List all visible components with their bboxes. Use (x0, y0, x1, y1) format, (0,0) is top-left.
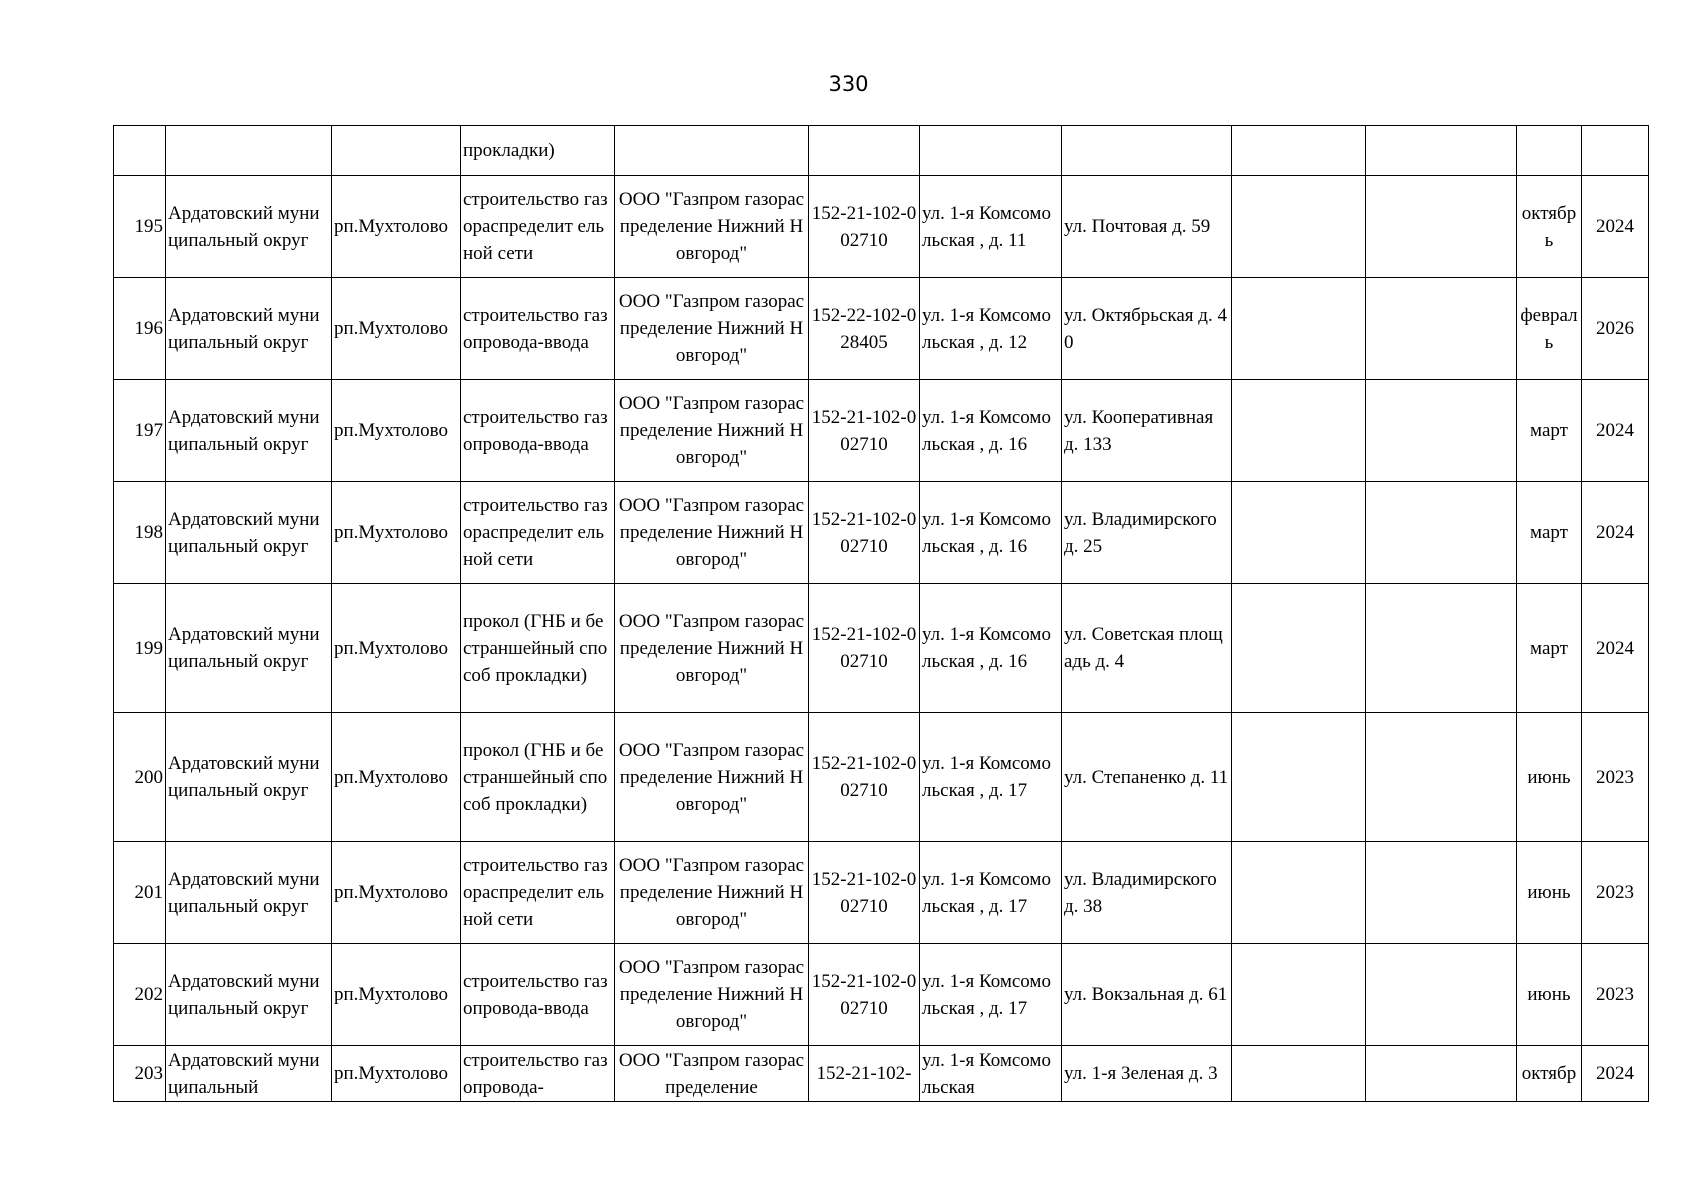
cell-empty-1 (1232, 482, 1366, 584)
page-number: 330 (828, 72, 869, 96)
cell-empty-2 (1366, 944, 1517, 1046)
cell-number: 202 (114, 944, 166, 1046)
cell-empty-1 (1232, 713, 1366, 842)
cell-code: 152-22-102-028405 (809, 278, 920, 380)
cell-district: Ардатовский муниципальный округ (166, 482, 332, 584)
cell-work-type: строительство газораспределит ельной сети (461, 176, 615, 278)
cell-organization: ООО "Газпром газораспределение Нижний Новгород" (615, 380, 809, 482)
cell-object-address: ул. 1-я Комсомольская , д. 11 (920, 176, 1062, 278)
cell-object-address: ул. 1-я Комсомольская , д. 16 (920, 482, 1062, 584)
cell-empty-1 (1232, 944, 1366, 1046)
cell-month: июнь (1517, 713, 1582, 842)
cell-month: март (1517, 380, 1582, 482)
cell-organization: ООО "Газпром газораспределение Нижний Новгород" (615, 176, 809, 278)
cell-year: 2024 (1582, 176, 1649, 278)
cell-code: 152-21-102- (809, 1046, 920, 1102)
cell-work-type: прокол (ГНБ и бестраншейный способ прокладки) (461, 713, 615, 842)
cell-district: Ардатовский муниципальный округ (166, 713, 332, 842)
cell-district: Ардатовский муниципальный округ (166, 584, 332, 713)
table-row-continued (114, 126, 1649, 176)
cell-empty-2 (1366, 713, 1517, 842)
cell-month: март (1517, 482, 1582, 584)
cell-settlement: рп.Мухтолово (332, 842, 461, 944)
cell-number: 203 (114, 1046, 166, 1102)
table-row (114, 176, 1649, 278)
cell-empty-1 (1232, 380, 1366, 482)
cell-empty-2 (1366, 380, 1517, 482)
cell-empty-1 (1232, 584, 1366, 713)
cell-year: 2023 (1582, 842, 1649, 944)
cell-empty-2 (1366, 1046, 1517, 1102)
cell-code: 152-21-102-002710 (809, 944, 920, 1046)
cell-organization: ООО "Газпром газораспределение Нижний Новгород" (615, 944, 809, 1046)
cell-organization: ООО "Газпром газораспределение Нижний Новгород" (615, 842, 809, 944)
cell-year: 2024 (1582, 584, 1649, 713)
cell-number: 199 (114, 584, 166, 713)
cell-empty-2 (1366, 176, 1517, 278)
cell-number: 197 (114, 380, 166, 482)
cell-month: феврал ь (1517, 278, 1582, 380)
cell-connection-address: ул. Кооперативная д. 133 (1062, 380, 1232, 482)
cell-month: июнь (1517, 944, 1582, 1046)
cell-district: Ардатовский муниципальный (166, 1046, 332, 1102)
table-row (114, 380, 1649, 482)
cell-year: 2024 (1582, 1046, 1649, 1102)
cell-district: Ардатовский муниципальный округ (166, 380, 332, 482)
cell-connection-address: ул. Владимирского д. 38 (1062, 842, 1232, 944)
cell-organization: ООО "Газпром газораспределение Нижний Новгород" (615, 278, 809, 380)
cell-code: 152-21-102-002710 (809, 713, 920, 842)
cell-empty-2 (1366, 278, 1517, 380)
table-row (114, 944, 1649, 1046)
table-row (114, 482, 1649, 584)
cell-connection-address: ул. Советская площадь д. 4 (1062, 584, 1232, 713)
cell-code: 152-21-102-002710 (809, 482, 920, 584)
cell-work-type: строительство газопровода-ввода (461, 278, 615, 380)
cell-code: 152-21-102-002710 (809, 176, 920, 278)
cell-settlement: рп.Мухтолово (332, 1046, 461, 1102)
cell-settlement: рп.Мухтолово (332, 584, 461, 713)
cell-work-type: строительство газораспределит ельной сети (461, 482, 615, 584)
cell-object-address: ул. 1-я Комсомольская , д. 17 (920, 842, 1062, 944)
table-row (114, 842, 1649, 944)
cell-object-address: ул. 1-я Комсомольская (920, 1046, 1062, 1102)
cell-work: прокладки) (461, 126, 615, 176)
cell-code: 152-21-102-002710 (809, 584, 920, 713)
cell-connection-address: ул. Владимирского д. 25 (1062, 482, 1232, 584)
table-row (114, 278, 1649, 380)
cell-organization: ООО "Газпром газораспределение (615, 1046, 809, 1102)
cell-month: октябр ь (1517, 176, 1582, 278)
cell-empty-1 (1232, 842, 1366, 944)
cell-connection-address: ул. Октябрьская д. 40 (1062, 278, 1232, 380)
cell-month: март (1517, 584, 1582, 713)
table-row (114, 584, 1649, 713)
cell-year: 2023 (1582, 944, 1649, 1046)
cell-number: 198 (114, 482, 166, 584)
cell-connection-address: ул. Вокзальная д. 61 (1062, 944, 1232, 1046)
cell-work-type: строительство газораспределит ельной сети (461, 842, 615, 944)
cell-empty-1 (1232, 1046, 1366, 1102)
cell-object-address: ул. 1-я Комсомольская , д. 17 (920, 944, 1062, 1046)
cell-connection-address: ул. Почтовая д. 59 (1062, 176, 1232, 278)
cell-district: Ардатовский муниципальный округ (166, 176, 332, 278)
cell-empty-1 (1232, 278, 1366, 380)
cell-settlement: рп.Мухтолово (332, 278, 461, 380)
cell-number: 196 (114, 278, 166, 380)
cell-object-address: ул. 1-я Комсомольская , д. 16 (920, 380, 1062, 482)
cell-work-type: строительство газопровода-ввода (461, 380, 615, 482)
cell-code: 152-21-102-002710 (809, 842, 920, 944)
cell-empty-2 (1366, 842, 1517, 944)
cell-organization: ООО "Газпром газораспределение Нижний Новгород" (615, 584, 809, 713)
cell-settlement: рп.Мухтолово (332, 944, 461, 1046)
cell-empty-1 (1232, 176, 1366, 278)
cell-number: 195 (114, 176, 166, 278)
cell-year: 2026 (1582, 278, 1649, 380)
cell-number: 200 (114, 713, 166, 842)
cell-work-type: строительство газопровода- (461, 1046, 615, 1102)
cell-district: Ардатовский муниципальный округ (166, 278, 332, 380)
cell-connection-address: ул. 1-я Зеленая д. 3 (1062, 1046, 1232, 1102)
table-row (114, 713, 1649, 842)
cell-district: Ардатовский муниципальный округ (166, 944, 332, 1046)
cell-object-address: ул. 1-я Комсомольская , д. 12 (920, 278, 1062, 380)
cell-work-type: прокол (ГНБ и бестраншейный способ прокладки) (461, 584, 615, 713)
cell-district: Ардатовский муниципальный округ (166, 842, 332, 944)
cell-work-type: строительство газопровода-ввода (461, 944, 615, 1046)
table-row (114, 1046, 1649, 1102)
cell-organization: ООО "Газпром газораспределение Нижний Новгород" (615, 713, 809, 842)
cell-settlement: рп.Мухтолово (332, 482, 461, 584)
cell-year: 2023 (1582, 713, 1649, 842)
cell-month: октябр (1517, 1046, 1582, 1102)
cell-object-address: ул. 1-я Комсомольская , д. 17 (920, 713, 1062, 842)
cell-year: 2024 (1582, 380, 1649, 482)
gas-registry-table (113, 125, 1649, 1102)
cell-month: июнь (1517, 842, 1582, 944)
cell-settlement: рп.Мухтолово (332, 380, 461, 482)
cell-empty-2 (1366, 584, 1517, 713)
cell-empty-2 (1366, 482, 1517, 584)
cell-settlement: рп.Мухтолово (332, 176, 461, 278)
cell-number: 201 (114, 842, 166, 944)
cell-settlement: рп.Мухтолово (332, 713, 461, 842)
cell-organization: ООО "Газпром газораспределение Нижний Новгород" (615, 482, 809, 584)
cell-year: 2024 (1582, 482, 1649, 584)
cell-object-address: ул. 1-я Комсомольская , д. 16 (920, 584, 1062, 713)
cell-connection-address: ул. Степаненко д. 11 (1062, 713, 1232, 842)
cell-code: 152-21-102-002710 (809, 380, 920, 482)
